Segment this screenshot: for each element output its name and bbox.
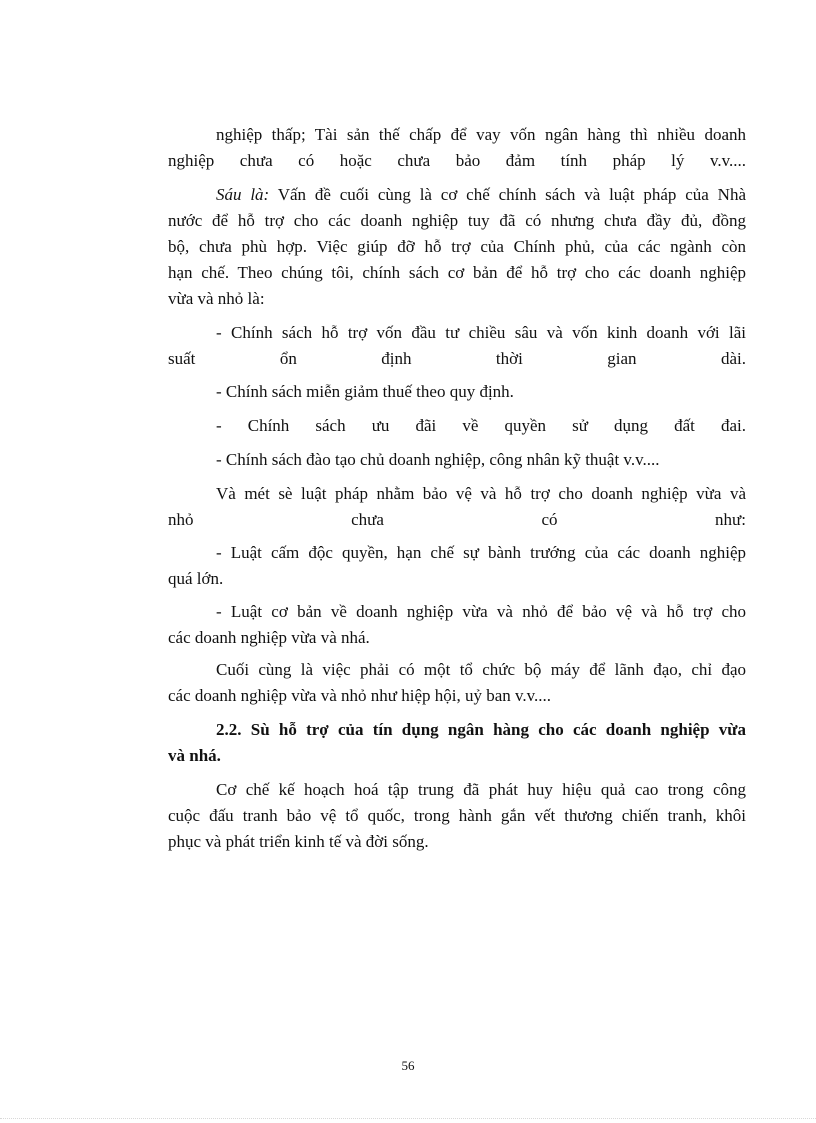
- paragraph-luat-phap: [168, 481, 746, 533]
- heading-line: 2.2. Sù hỗ trợ của tín dụng ngân hàng cho các doanh nghiệp vừa: [216, 720, 746, 739]
- page-number: 56: [401, 1058, 415, 1073]
- text-line: nghiệp thấp; Tài sản thế chấp để vay vốn ngân hàng thì nhiều doanh: [216, 125, 746, 144]
- text-line: nghiệp chưa có hoặc chưa bảo đảm tính pháp lý v.v....: [168, 151, 746, 170]
- text-line: các doanh nghiệp vừa và nhỏ như hiệp hội, uỷ ban v.v....: [168, 686, 552, 705]
- text-line: nước để hỗ trợ cho các doanh nghiệp tuy đã có nhưng chưa đầy đủ, đồng: [168, 211, 746, 230]
- text-line: - Luật cấm độc quyền, hạn chế sự bành trướng của các doanh nghiệp: [216, 543, 746, 562]
- text-line: phục và phát triển kinh tế và đời sống.: [168, 832, 429, 851]
- text-line: quá lớn.: [168, 569, 224, 588]
- text-line: [168, 182, 746, 208]
- text-line: suất ổn định thời gian dài.: [168, 349, 746, 368]
- bullet-dao-tao: [168, 447, 746, 473]
- text-line: Cơ chế kế hoạch hoá tập trung đã phát huy hiệu quả cao trong công: [216, 780, 746, 799]
- paragraph-sau-la: [168, 182, 746, 312]
- text-line: các doanh nghiệp vừa và nhá.: [168, 628, 370, 647]
- bullet-luat-co-ban: [168, 599, 746, 651]
- text-line: cuộc đấu tranh bảo vệ tổ quốc, trong hành gắn vết thương chiến tranh, khôi: [168, 806, 746, 825]
- bullet-mien-giam-thue: [168, 379, 746, 405]
- text-line: hạn chế. Theo chúng tôi, chính sách cơ bản để hỗ trợ cho các doanh nghiệp: [168, 263, 746, 282]
- text-line: Cuối cùng là việc phải có một tổ chức bộ máy để lãnh đạo, chỉ đạo: [216, 660, 746, 679]
- bullet-von-dau-tu: [168, 320, 746, 372]
- bullet-dat-dai: [168, 413, 746, 439]
- heading-line: và nhá.: [168, 746, 221, 765]
- italic-lead: Sáu là:: [216, 185, 270, 204]
- paragraph-continuation: [168, 122, 746, 174]
- text-line: - Luật cơ bản về doanh nghiệp vừa và nhỏ để bảo vệ và hỗ trợ cho: [216, 602, 746, 621]
- text-line: bộ, chưa phù hợp. Việc giúp đỡ hỗ trợ của Chính phủ, của các ngành còn: [168, 237, 746, 256]
- paragraph-co-che: [168, 777, 746, 855]
- section-heading: [168, 717, 746, 769]
- text-line: nhỏ chưa có như:: [168, 510, 746, 529]
- text-run: Vấn đề cuối cùng là cơ chế chính sách và luật pháp của Nhà: [269, 185, 746, 204]
- text-line: - Chính sách ưu đãi về quyền sử dụng đất đai.: [216, 416, 746, 435]
- text-line: vừa và nhỏ là:: [168, 289, 265, 308]
- text-line: Và mét sè luật pháp nhằm bảo vệ và hỗ trợ cho doanh nghiệp vừa và: [216, 484, 746, 503]
- text-line: - Chính sách hỗ trợ vốn đầu tư chiều sâu và vốn kinh doanh với lãi: [216, 323, 746, 342]
- bullet-cam-doc-quyen: [168, 540, 746, 592]
- paragraph-to-chuc: [168, 657, 746, 709]
- text-line: - Chính sách đào tạo chủ doanh nghiệp, công nhân kỹ thuật v.v....: [216, 450, 660, 469]
- text-line: - Chính sách miễn giảm thuế theo quy định.: [216, 382, 514, 401]
- page-edge-divider: [0, 1118, 816, 1119]
